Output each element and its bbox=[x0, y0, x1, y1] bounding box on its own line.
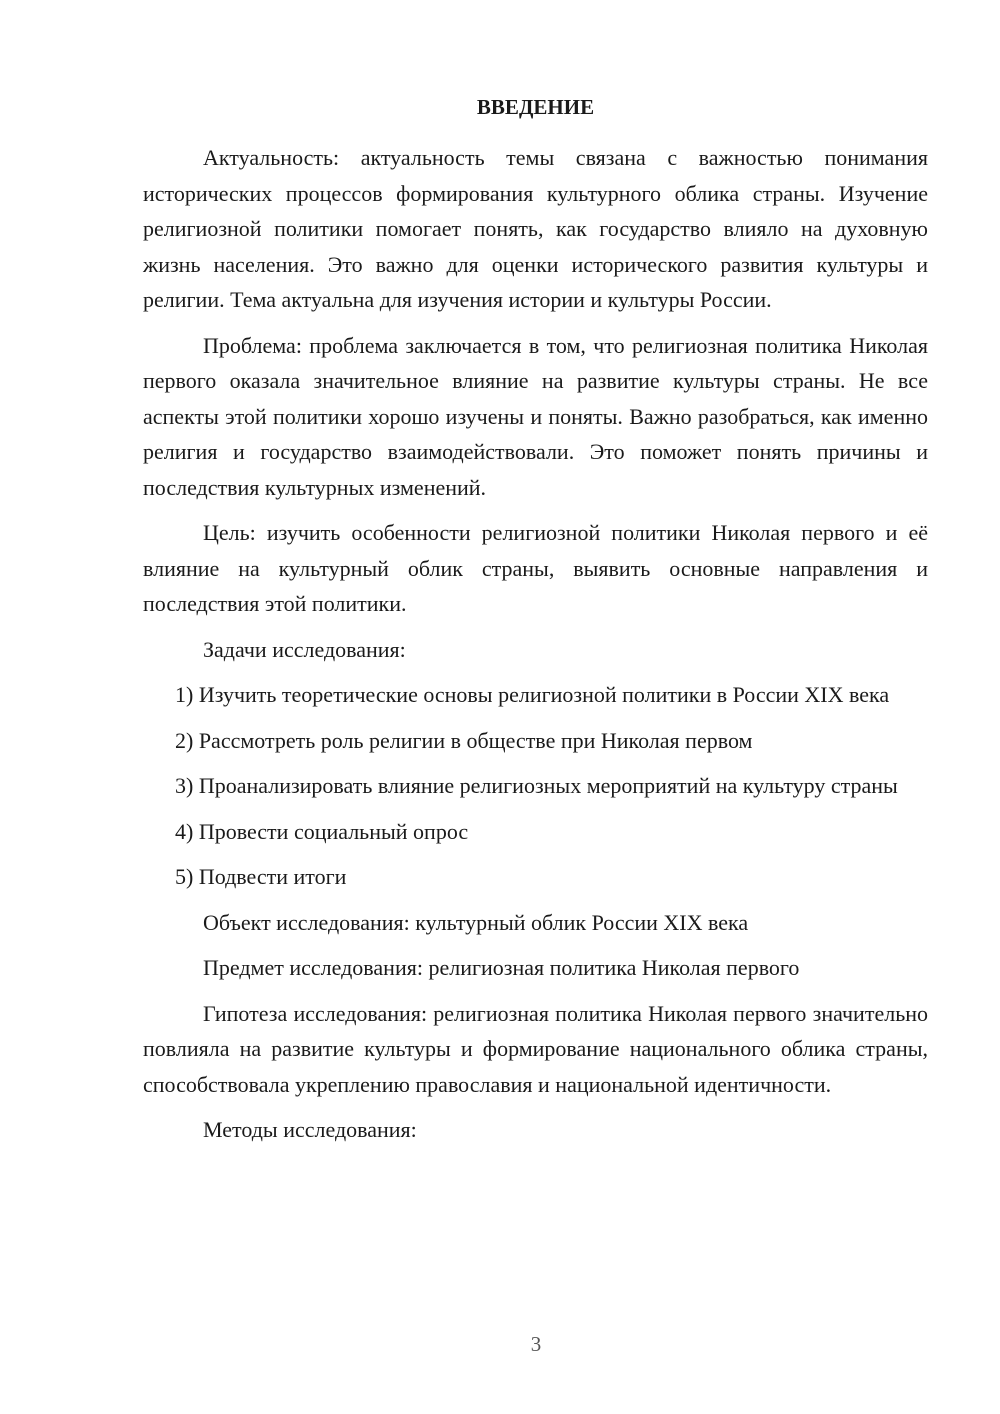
problem-paragraph: Проблема: проблема заключается в том, что религиозная политика Николая первого оказала значительное влияние на развитие культуры страны. Не все аспекты этой политики хорошо изучены и поняты. Важно разобраться, как именно религия и государство взаимодействовали. Это поможет понять причины и последствия культурных изменений. bbox=[143, 332, 928, 500]
tasks-heading: Задачи исследования: bbox=[203, 636, 406, 662]
relevance-paragraph: Актуальность: актуальность темы связана с важностью понимания исторических процессов формирования культурного облика страны. Изучение религиозной политики помогает понять, как государство влияло на духовную жизнь населения. Это важно для оценки исторического развития культуры и религии. Тема актуальна для изучения истории и культуры России. bbox=[143, 145, 928, 312]
research-object: Объект исследования: культурный облик России XIX века bbox=[203, 909, 749, 935]
section-title: ВВЕДЕНИЕ bbox=[476, 95, 595, 119]
page-number: 3 bbox=[530, 1332, 542, 1356]
methods-heading: Методы исследования: bbox=[203, 1117, 417, 1142]
research-subject: Предмет исследования: религиозная политика Николая первого bbox=[203, 955, 800, 980]
task-item: 4) Провести социальный опрос bbox=[175, 818, 469, 844]
task-item: 3) Проанализировать влияние религиозных мероприятий на культуру страны bbox=[175, 773, 898, 798]
task-item: 5) Подвести итоги bbox=[175, 864, 347, 889]
document-page bbox=[143, 92, 928, 1158]
goal-paragraph: Цель: изучить особенности религиозной политики Николая первого и её влияние на культурный облик страны, выявить основные направления и последствия этой политики. bbox=[143, 520, 928, 616]
task-item: 2) Рассмотреть роль религии в обществе при Николая первом bbox=[175, 727, 753, 753]
tasks-list bbox=[143, 677, 928, 895]
task-item: 1) Изучить теоретические основы религиозной политики в России XIX века bbox=[175, 682, 890, 707]
hypothesis-paragraph: Гипотеза исследования: религиозная политика Николая первого значительно повлияла на развитие культуры и формирование национального облика страны, способствовала укреплению православия и национальной идентичности. bbox=[143, 1000, 928, 1097]
